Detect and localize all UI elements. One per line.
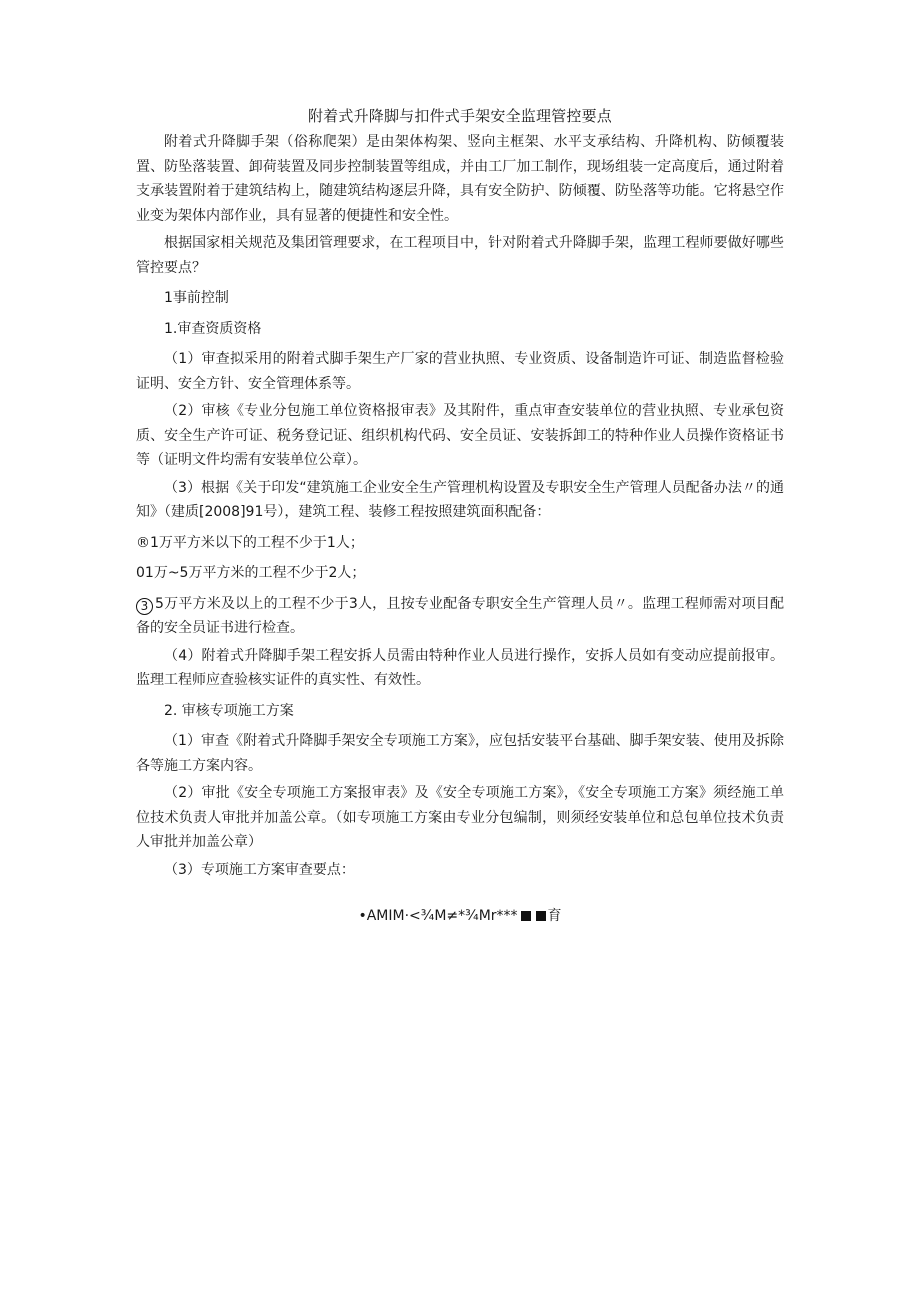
garbled-text: •AMIM·<¾M≠*¾Mr*** <box>358 908 518 924</box>
document-title: 附着式升降脚与扣件式手架安全监理管控要点 <box>307 107 612 125</box>
section-heading: 1事前控制 <box>164 290 229 306</box>
document-body <box>136 104 784 928</box>
black-square-icon <box>536 911 546 921</box>
list-item: （1）审查《附着式升降脚手架安全专项施工方案》，应包括安装平台基础、脚手架安装、使用及拆除各等施工方案内容。 <box>136 733 784 774</box>
circled-number-marker: 3 <box>136 598 153 615</box>
list-item: （1）审查拟采用的附着式脚手架生产厂家的营业执照、专业资质、设备制造许可证、制造监督检验证明、安全方针、安全管理体系等。 <box>136 351 784 392</box>
subsection-heading: 2. 审核专项施工方案 <box>164 702 294 719</box>
intro-question-paragraph: 根据国家相关规范及集团管理要求，在工程项目中，针对附着式升降脚手架，监理工程师要做好哪些管控要点？ <box>136 235 784 276</box>
intro-paragraph: 附着式升降脚手架（俗称爬架）是由架体构架、竖向主框架、水平支承结构、升降机构、防倾覆装置、防坠落装置、卸荷装置及同步控制装置等组成，并由工厂加工制作，现场组装一定高度后，通过附着支承装置附着于建筑结构上，随建筑结构逐层升降，具有安全防护、防倾覆、防坠落等功能。它将悬空作业变为架体内部作业，具有显著的便捷性和安全性。 <box>136 134 784 224</box>
list-item: （3）根据《关于印发“建筑施工企业安全生产管理机构设置及专职安全生产管理人员配备办法〃的通知》（建质[2008]91号），建筑工程、装修工程按照建筑面积配备： <box>136 479 784 520</box>
garbled-text-tail: 育 <box>547 908 562 924</box>
list-item: （2）审核《专业分包施工单位资格报审表》及其附件，重点审查安装单位的营业执照、专业承包资质、安全生产许可证、税务登记证、组织机构代码、安全员证、安装拆卸工的特种作业人员操作资格证书等（证明文件均需有安装单位公章）。 <box>136 403 784 468</box>
staffing-rule <box>136 592 784 641</box>
list-item: （2）审批《安全专项施工方案报审表》及《安全专项施工方案》，《安全专项施工方案》须经施工单位技术负责人审批并加盖公章。（如专项施工方案由专业分包编制，则须经安装单位和总包单位技术负责人审批并加盖公章） <box>136 785 784 850</box>
staffing-rule-text: 5万平方米及以上的工程不少于3人，且按专业配备专职安全生产管理人员〃。监理工程师需对项目配备的安全员证书进行检查。 <box>136 595 784 636</box>
list-item: （3）专项施工方案审查要点： <box>164 861 355 878</box>
staffing-rule: ®1万平方米以下的工程不少于1人； <box>136 534 364 551</box>
garbled-text-line <box>136 904 784 928</box>
staffing-rule: 01万~5万平方米的工程不少于2人； <box>136 565 366 581</box>
subsection-heading: 1.审查资质资格 <box>164 320 262 337</box>
list-item: （4）附着式升降脚手架工程安拆人员需由特种作业人员进行操作，安拆人员如有变动应提前报审。监理工程师应查验核实证件的真实性、有效性。 <box>136 647 784 688</box>
black-square-icon <box>521 911 531 921</box>
